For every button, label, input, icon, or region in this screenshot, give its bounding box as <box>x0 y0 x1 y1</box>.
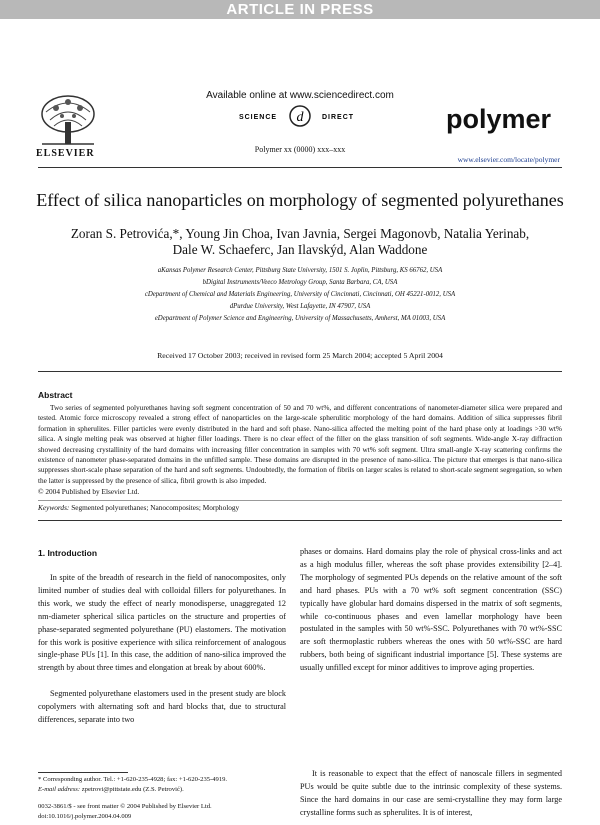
issn-line: 0032-3861/$ - see front matter © 2004 Published by Elsevier Ltd. <box>38 803 212 810</box>
journal-url-link[interactable]: www.elsevier.com/locate/polymer <box>457 155 560 164</box>
divider <box>38 371 562 372</box>
article-title: Effect of silica nanoparticles on morphology of segmented polyurethanes <box>36 190 564 210</box>
header-divider <box>38 167 562 168</box>
authors-line-2: Dale W. Schaeferc, Jan Ilavskýd, Alan Waddone <box>172 242 428 257</box>
intro-paragraph-3: phases or domains. Hard domains play the role of physical cross-links and act as a high modulus filler, whereas the soft phase provides extensibility [2–4]. The morphology of segmented PUs depends on the relative amount of the soft and hard phases. PUs with a 70 wt% soft segment concentration (SSC) typically have globular hard domains dispersed in the matrix of soft segments, while co-continuous phases and even lamellar morphology have been postulated in the samples with 50 wt%-SSC. Polyurethanes with 70 wt%-SSC are soft thermoplastic rubbers whereas the ones with 50 wt%-SSC are hard rubbers, both being of significant industrial importance [5]. These systems are usually unfilled except for minor additives to improve aging properties. <box>300 547 562 673</box>
journal-name: polymer <box>446 104 552 134</box>
svg-text:SCIENCE: SCIENCE <box>238 114 278 121</box>
affiliation-b: bDigital Instruments/Veeco Metrology Group, Santa Barbara, CA, USA <box>202 279 398 286</box>
keywords-label: Keywords: <box>38 503 70 512</box>
svg-text:d: d <box>296 110 304 125</box>
sciencedirect-logo <box>220 102 380 130</box>
divider <box>38 500 562 501</box>
journal-citation: Polymer xx (0000) xxx–xxx <box>254 145 346 154</box>
keywords-values: Segmented polyurethanes; Nanocomposites; Morphology <box>71 503 240 512</box>
available-online-text: Available online at www.sciencedirect.com <box>206 90 394 101</box>
corresponding-author-footnote: * Corresponding author. Tel.: +1-620-235-4928; fax: +1-620-235-4919. <box>38 776 228 783</box>
email-footnote <box>38 786 184 793</box>
abstract-text: Two series of segmented polyurethanes having soft segment concentration of 50 and 70 wt%, and different concentrations of nanometer-diameter silica were prepared and tested. Atomic force microscopy revealed a strong effect of nanoparticles on the large-scale spherulitic morphology of the hard domains. Addition of silica suppresses fibril formation in spherulites. Filler particles were evenly distributed in the hard and soft phase. Nano-silica affected the melting point of the hard phase only at loadings >30 wt% silica. A single melting peak was observed at higher filler loadings. There is no clear effect of the filler on the glass transition of soft segments. Wide-angle X-ray diffraction showed decreasing crystallinity of the hard domains with increasing filler concentration in samples with 70 wt% soft segment. Ultra small-angle X-ray scattering confirms the existence of nanometer phase-separated domains in the unfilled sample. These domains are disrupted in the presence of nano-silica. The picture that emerges is that nano-silica suppresses short-scale phase separation of the hard and soft segments. Undoubtedly, the formation of fibrils on larger scales is related to short-scale segment segregation, so when the latter is suppressed by the presence of silica, fibril growth is also impeded. <box>38 403 562 485</box>
publisher-name: ELSEVIER <box>36 148 95 159</box>
doi-line[interactable]: doi:10.1016/j.polymer.2004.04.009 <box>38 813 132 820</box>
svg-text:DIRECT: DIRECT <box>321 114 355 121</box>
received-dates: Received 17 October 2003; received in revised form 25 March 2004; accepted 5 April 2004 <box>157 351 443 360</box>
divider <box>38 520 562 521</box>
section-heading: 1. Introduction <box>38 548 98 558</box>
email-label: E-mail address: <box>38 786 81 793</box>
footnote-divider <box>38 772 128 773</box>
authors-line-1: Zoran S. Petrovića,*, Young Jin Choa, Ivan Javnia, Sergei Magonovb, Natalia Yerinab, <box>70 226 530 241</box>
intro-paragraph-2: Segmented polyurethane elastomers used in the present study are block copolymers with alternating soft and hard blocks that, due to structural differences, separate into two <box>38 689 286 724</box>
keywords <box>38 503 239 512</box>
affiliation-d: dPurdue University, West Lafayette, IN 47907, USA <box>229 303 371 310</box>
affiliation-a: aKansas Polymer Research Center, Pittsburg State University, 1501 S. Joplin, Pittsburg, KS 66762, USA <box>157 267 443 274</box>
intro-paragraph-1: In spite of the breadth of research in the field of nanocomposites, only limited number of studies deal with colloidal fillers for polyurethanes. In this work, we study the effect of nearly monodisperse, unaggregated 12 nm-diameter spherical silica particles on the structure and properties of phase-separated segmented polyurethane (PU) elastomers. The motivation for this work is positive experience with silica reinforcement of analogous single-phase PUs [1]. In this case, the addition of nano-silica improved the strength by about three times and elongation at break by about 600%. <box>38 573 286 673</box>
copyright-line: © 2004 Published by Elsevier Ltd. <box>38 487 140 496</box>
elsevier-tree-logo <box>38 92 98 147</box>
affiliation-c: cDepartment of Chemical and Materials Engineering, University of Cincinnati, Cincinnati, OH 45221-0012, USA <box>144 291 456 298</box>
banner-text: ARTICLE IN PRESS <box>226 1 374 18</box>
abstract-heading: Abstract <box>38 390 73 400</box>
intro-paragraph-4: It is reasonable to expect that the effect of nanoscale fillers in segmented PUs would be quite subtle due to the intrinsic complexity of these systems. Since the hard domains in our case are semi-crystalline they may form large crystalline forms such as spherulites. It is of interest, <box>300 769 562 817</box>
affiliation-e: eDepartment of Polymer Science and Engineering, University of Massachusetts, Amherst, MA 01003, USA <box>154 315 446 322</box>
email-address[interactable]: zpetrovi@pittstate.edu (Z.S. Petrović). <box>81 786 184 793</box>
